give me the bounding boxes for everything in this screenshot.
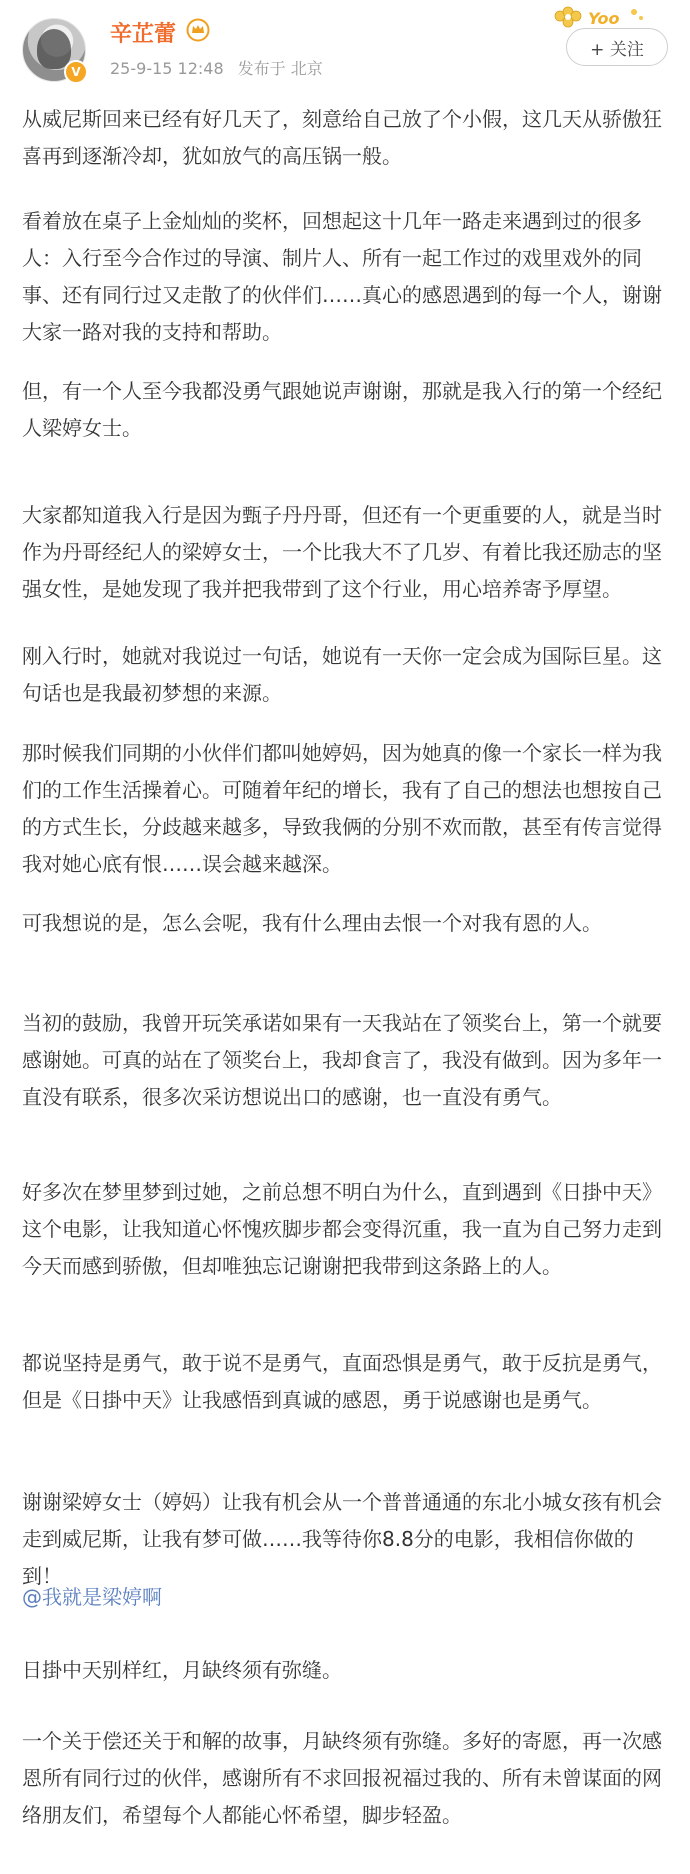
post-paragraph-2: 看着放在桌子上金灿灿的奖杯，回想起这十几年一路走来遇到过的很多人：入行至今合作过的导演、制片人、所有一起工作过的戏里戏外的同事、还有同行过又走散了的伙伴们……真心的感恩遇到的每一个人，谢谢大家一路对我的支持和帮助。 — [22, 209, 662, 344]
post-closing-2: 一个关于偿还关于和解的故事，月缺终须有弥缝。多好的寄愿，再一次感恩所有同行过的伙伴，感谢所有不求回报祝福过我的、所有未曾谋面的网络朋友们，希望每个人都能心怀希望，脚步轻盈。 — [22, 1729, 662, 1827]
decoration-text: Yoo — [588, 9, 620, 28]
post-paragraph-5: 刚入行时，她就对我说过一句话，她说有一天你一定会成为国际巨星。这句话也是我最初梦想的来源。 — [22, 644, 662, 705]
post-paragraph-1: 从威尼斯回来已经有好几天了，刻意给自己放了个小假，这几天从骄傲狂喜再到逐渐冷却，犹如放气的高压锅一般。 — [22, 107, 662, 168]
post-meta — [110, 56, 337, 79]
post-header — [0, 0, 690, 92]
post-paragraph-8: 当初的鼓励，我曾开玩笑承诺如果有一天我站在了领奖台上，第一个就要感谢她。可真的站在了领奖台上，我却食言了，我没有做到。因为多年一直没有联系，很多次采访想说出口的感谢，也一直没有勇气。 — [22, 1011, 662, 1109]
post-closing-1: 日掛中天别样红，月缺终须有弥缝。 — [22, 1658, 342, 1682]
avatar-photo — [37, 29, 71, 69]
follow-button[interactable]: + 关注 — [566, 28, 668, 66]
post-paragraph-6: 那时候我们同期的小伙伴们都叫她婷妈，因为她真的像一个家长一样为我们的工作生活操着心。可随着年纪的增长，我有了自己的想法也想按自己的方式生长，分歧越来越多，导致我俩的分别不欢而散，甚至有传言觉得我对她心底有恨……误会越来越深。 — [22, 741, 662, 876]
post-paragraph-9: 好多次在梦里梦到过她，之前总想不明白为什么，直到遇到《日掛中天》这个电影，让我知道心怀愧疚脚步都会变得沉重，我一直为自己努力走到今天而感到骄傲，但却唯独忘记谢谢把我带到这条路上的人。 — [22, 1180, 662, 1278]
post-paragraph-11: 谢谢梁婷女士（婷妈）让我有机会从一个普普通通的东北小城女孩有机会走到威尼斯，让我有梦可做……我等待你8.8分的电影，我相信你做的到！ — [22, 1490, 662, 1588]
verified-badge-icon: V — [64, 60, 88, 84]
post-paragraph-10: 都说坚持是勇气，敢于说不是勇气，直面恐惧是勇气，敢于反抗是勇气，但是《日掛中天》让我感悟到真诚的感恩，勇于说感谢也是勇气。 — [22, 1351, 662, 1412]
post-paragraph-4: 大家都知道我入行是因为甄子丹丹哥，但还有一个更重要的人，就是当时作为丹哥经纪人的梁婷女士，一个比我大不了几岁、有着比我还励志的坚强女性，是她发现了我并把我带到了这个行业，用心培养寄予厚望。 — [22, 503, 662, 601]
post-timestamp: 25-9-15 12:48 — [110, 59, 224, 78]
mention-link[interactable]: @我就是梁婷啊 — [22, 1585, 162, 1609]
post-paragraph-3: 但，有一个人至今我都没勇气跟她说声谢谢，那就是我入行的第一个经纪人梁婷女士。 — [22, 379, 662, 440]
crown-member-icon — [186, 18, 210, 42]
post-paragraph-7: 可我想说的是，怎么会呢，我有什么理由去恨一个对我有恩的人。 — [22, 911, 602, 935]
user-name[interactable]: 辛芷蕾 — [110, 22, 177, 47]
post-location: 发布于 北京 — [237, 59, 323, 78]
